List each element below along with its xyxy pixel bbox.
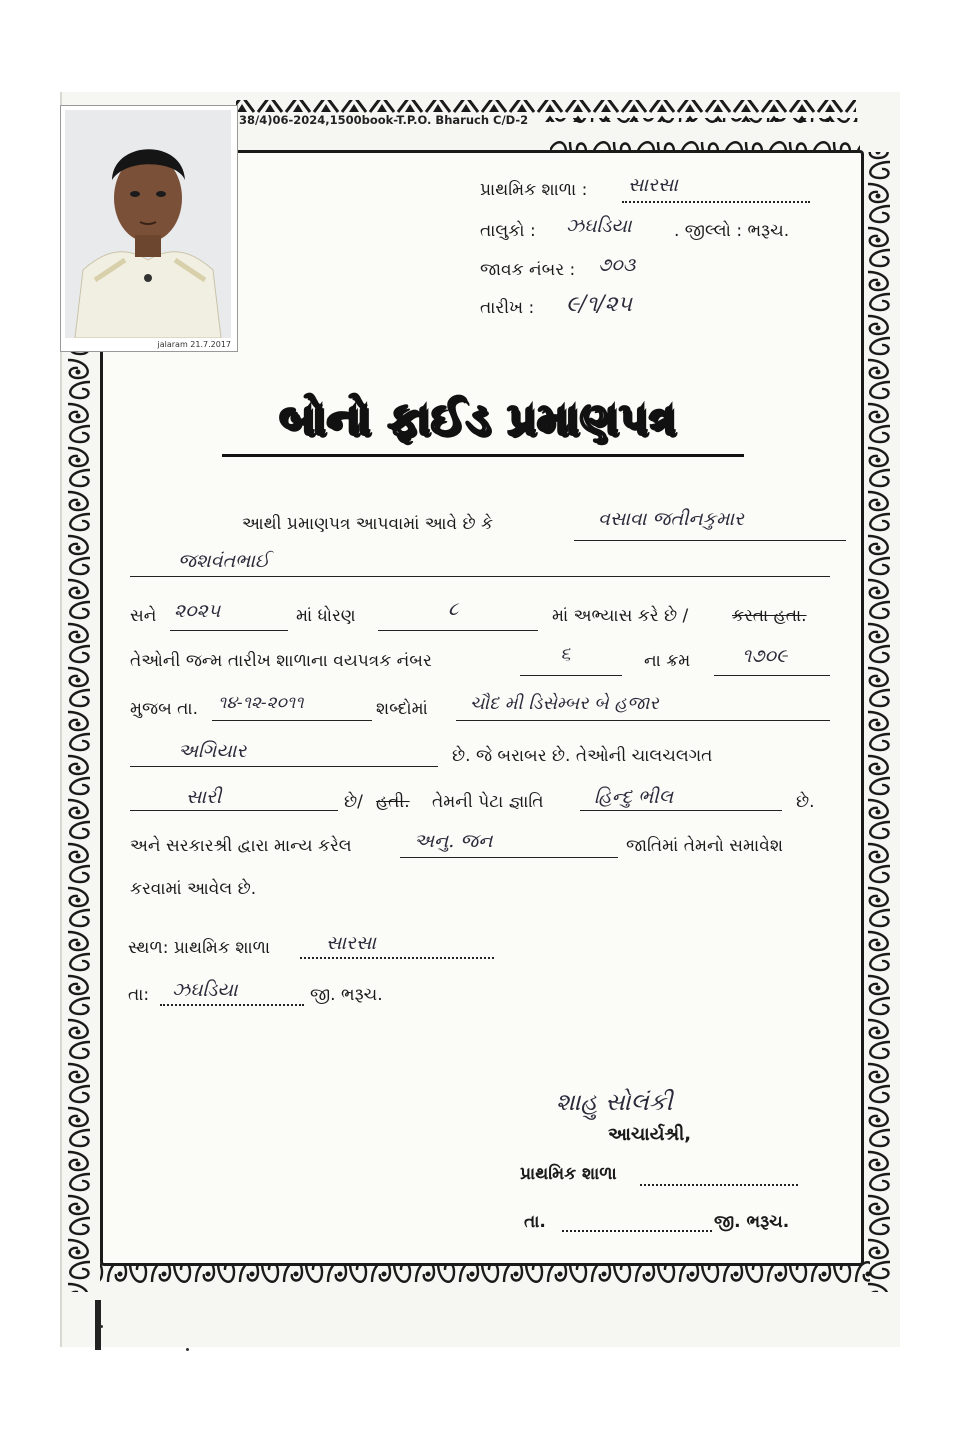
- studying-text: માં અભ્યાસ કરે છે /: [552, 606, 689, 626]
- print-code: 38/4)06-2024,1500book-T.P.O. Bharuch C/D-2: [236, 113, 531, 127]
- birth-line: તેઓની જન્મ તારીખ શાળાના વયપત્રક નંબર: [130, 651, 432, 671]
- in-words-label: શબ્દોમાં: [376, 699, 428, 719]
- included-line: જાતિમાં તેમનો સમાવેશ: [626, 836, 783, 856]
- studied-struck: કરતા હતા.: [732, 606, 807, 626]
- student-name-1: વસાવા જતીનકુમાર: [598, 508, 744, 530]
- place-value: સારસા: [326, 932, 376, 954]
- principal-signature: શાહુ સોલંકી: [556, 1088, 673, 1116]
- sig-school-dots: [640, 1184, 798, 1186]
- outward-number: ૭૦૩: [598, 254, 636, 276]
- taluka-dots: [160, 1004, 304, 1006]
- blank-line: [130, 766, 438, 767]
- subcaste-label: તેમની પેટા જ્ઞાતિ: [432, 792, 544, 812]
- sig-taluka-dots: [562, 1230, 712, 1232]
- student-photo-image: [65, 110, 231, 338]
- blank-line: [400, 857, 618, 858]
- school-value: સારસા: [628, 174, 678, 196]
- dob-words-2: અગિયાર: [178, 740, 247, 762]
- district-label: . જીલ્લો : ભરૂચ.: [674, 221, 790, 241]
- blank-line: [520, 675, 622, 676]
- krama-label: ના ક્રમ: [644, 651, 691, 671]
- blank-line: [580, 810, 782, 811]
- year-label: સને: [130, 606, 157, 626]
- blank-line: [456, 720, 830, 721]
- std-label: માં ધોરણ: [296, 606, 356, 626]
- std-value: ૮: [448, 598, 459, 620]
- as-per-label: મુજબ તા.: [130, 699, 198, 719]
- certificate-title: બોનો ફાઈડ પ્રમાણપત્ર: [279, 394, 677, 445]
- correct-line: છે. જે બરાબર છે. તેઓની ચાલચલગત: [452, 746, 713, 766]
- done-line: કરવામાં આવેલ છે.: [130, 879, 257, 899]
- sig-school-label: પ્રાથમિક શાળા: [520, 1164, 617, 1184]
- footer-taluka-label: તા:: [128, 985, 150, 1005]
- intro-text: આથી પ્રમાણપત્ર આપવામાં આવે છે કે: [242, 514, 493, 534]
- blank-line: [170, 630, 288, 631]
- taluka-value: ઝઘડિયા: [566, 215, 632, 237]
- dob-words-1: ચૌદ મી ડિસેમ્બર બે હજાર: [470, 693, 659, 714]
- date-label: તારીખ :: [480, 298, 535, 318]
- school-dots: [622, 201, 810, 203]
- title-underline: [222, 454, 744, 457]
- outward-label: જાવક નંબર :: [480, 260, 576, 280]
- place-label: સ્થળ: પ્રાથમિક શાળા: [128, 938, 271, 958]
- register-number: ૬: [560, 643, 571, 665]
- place-dots: [300, 957, 494, 959]
- blank-line: [714, 675, 830, 676]
- school-label: પ્રાથમિક શાળા :: [480, 180, 588, 200]
- blank-line: [574, 540, 846, 541]
- student-photo: [60, 105, 238, 352]
- is-end: છે.: [796, 792, 815, 812]
- year-value: ૨૦૨૫: [174, 600, 221, 622]
- is-label: છે/: [344, 792, 363, 812]
- footer-district: જી. ભરૂચ.: [310, 985, 383, 1005]
- footer-taluka-value: ઝઘડિયા: [172, 979, 238, 1001]
- blank-line: [212, 720, 372, 721]
- krama-value: ૧૭૦૯: [742, 645, 788, 667]
- dob-value: ૧૪-૧૨-૨૦૧૧: [218, 693, 304, 713]
- subcaste-value: હિન્દુ ભીલ: [594, 786, 673, 808]
- date-value: ૯/૧/૨૫: [566, 292, 632, 317]
- caste-category: અનુ. જન: [414, 830, 493, 852]
- certificate-title-box: [210, 390, 746, 456]
- student-name-2: જશવંતભાઈ: [178, 550, 270, 572]
- taluka-label: તાલુકો :: [480, 221, 536, 241]
- blank-line: [130, 576, 830, 577]
- sig-taluka-label: તા.: [524, 1212, 546, 1232]
- speck: [100, 1325, 103, 1328]
- photo-studio-stamp: jalaram 21.7.2017: [157, 340, 231, 349]
- was-struck: હતી.: [376, 792, 410, 812]
- blank-line: [378, 630, 538, 631]
- govt-line: અને સરકારશ્રી દ્વારા માન્ય કરેલ: [130, 836, 352, 856]
- speck: [186, 1348, 189, 1351]
- blank-line: [130, 810, 338, 811]
- conduct-value: સારી: [186, 786, 222, 808]
- principal-title: આચાર્યશ્રી,: [608, 1124, 692, 1145]
- sig-district: જી. ભરૂચ.: [714, 1212, 790, 1232]
